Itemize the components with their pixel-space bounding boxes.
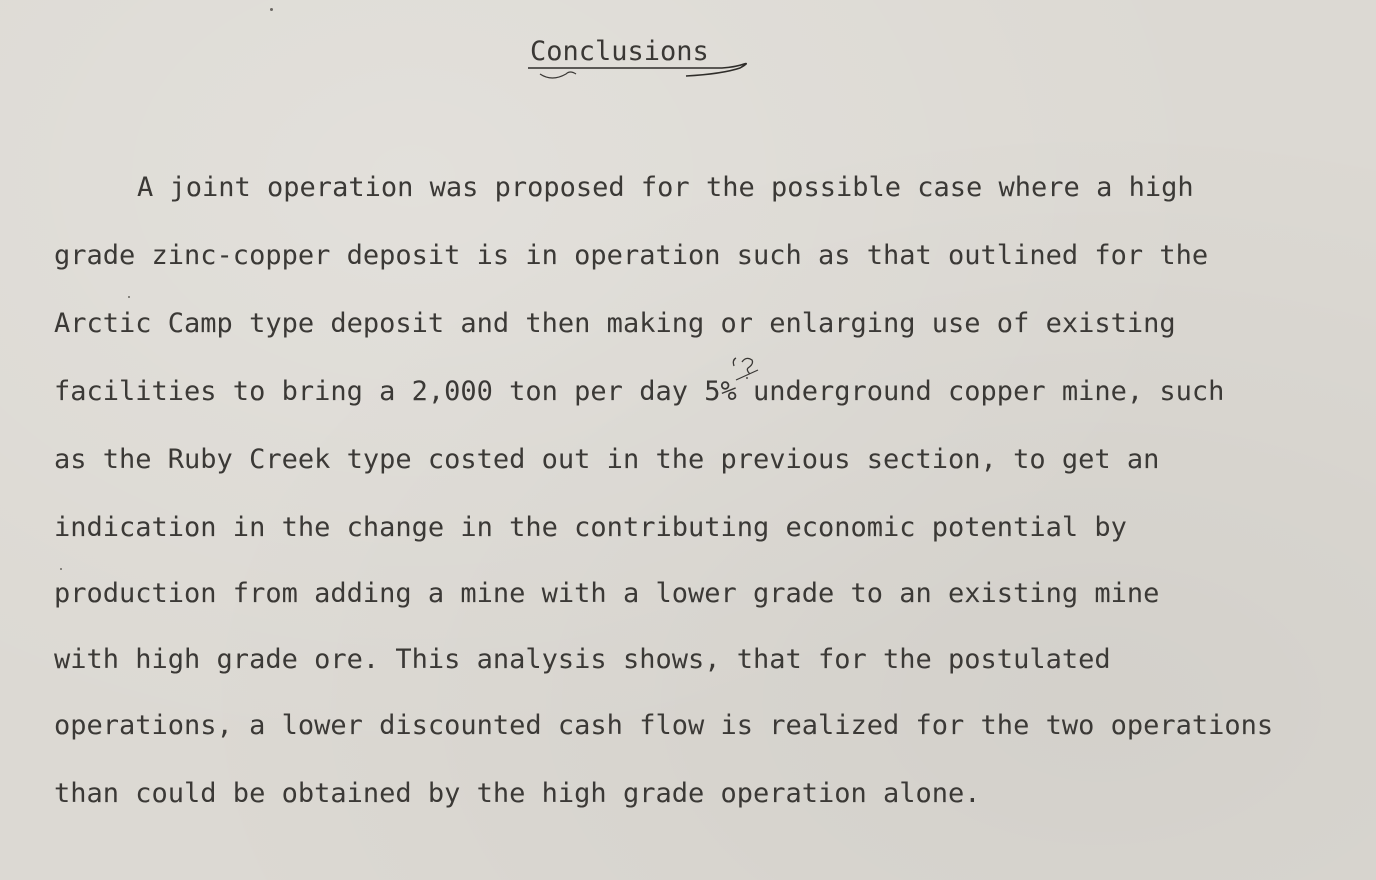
- paragraph-line-5: as the Ruby Creek type costed out in the previous section, to get an: [54, 444, 1160, 475]
- paragraph-line-9: operations, a lower discounted cash flow is realized for the two operations: [54, 710, 1274, 741]
- paragraph-line-8: with high grade ore. This analysis shows, that for the postulated: [54, 644, 1111, 675]
- heading-underline: [526, 60, 756, 88]
- paragraph-line-10: than could be obtained by the high grade operation alone.: [54, 778, 981, 809]
- paragraph-line-2: grade zinc-copper deposit is in operation such as that outlined for the: [54, 240, 1209, 271]
- paragraph-line-7: production from adding a mine with a lower grade to an existing mine: [54, 578, 1160, 609]
- paragraph-line-1: A joint operation was proposed for the possible case where a high: [137, 172, 1194, 203]
- paragraph-line-6: indication in the change in the contributing economic potential by: [54, 512, 1127, 543]
- handwritten-correction-mark: [728, 356, 768, 386]
- paper-speck: [60, 568, 62, 570]
- paper-speck: [270, 8, 273, 11]
- paragraph-line-3: Arctic Camp type deposit and then making or enlarging use of existing: [54, 308, 1176, 339]
- paper-speck: [128, 296, 130, 298]
- section-heading: Conclusions: [530, 36, 709, 67]
- paragraph-line-4: facilities to bring a 2,000 ton per day 5% underground copper mine, such: [54, 376, 1225, 407]
